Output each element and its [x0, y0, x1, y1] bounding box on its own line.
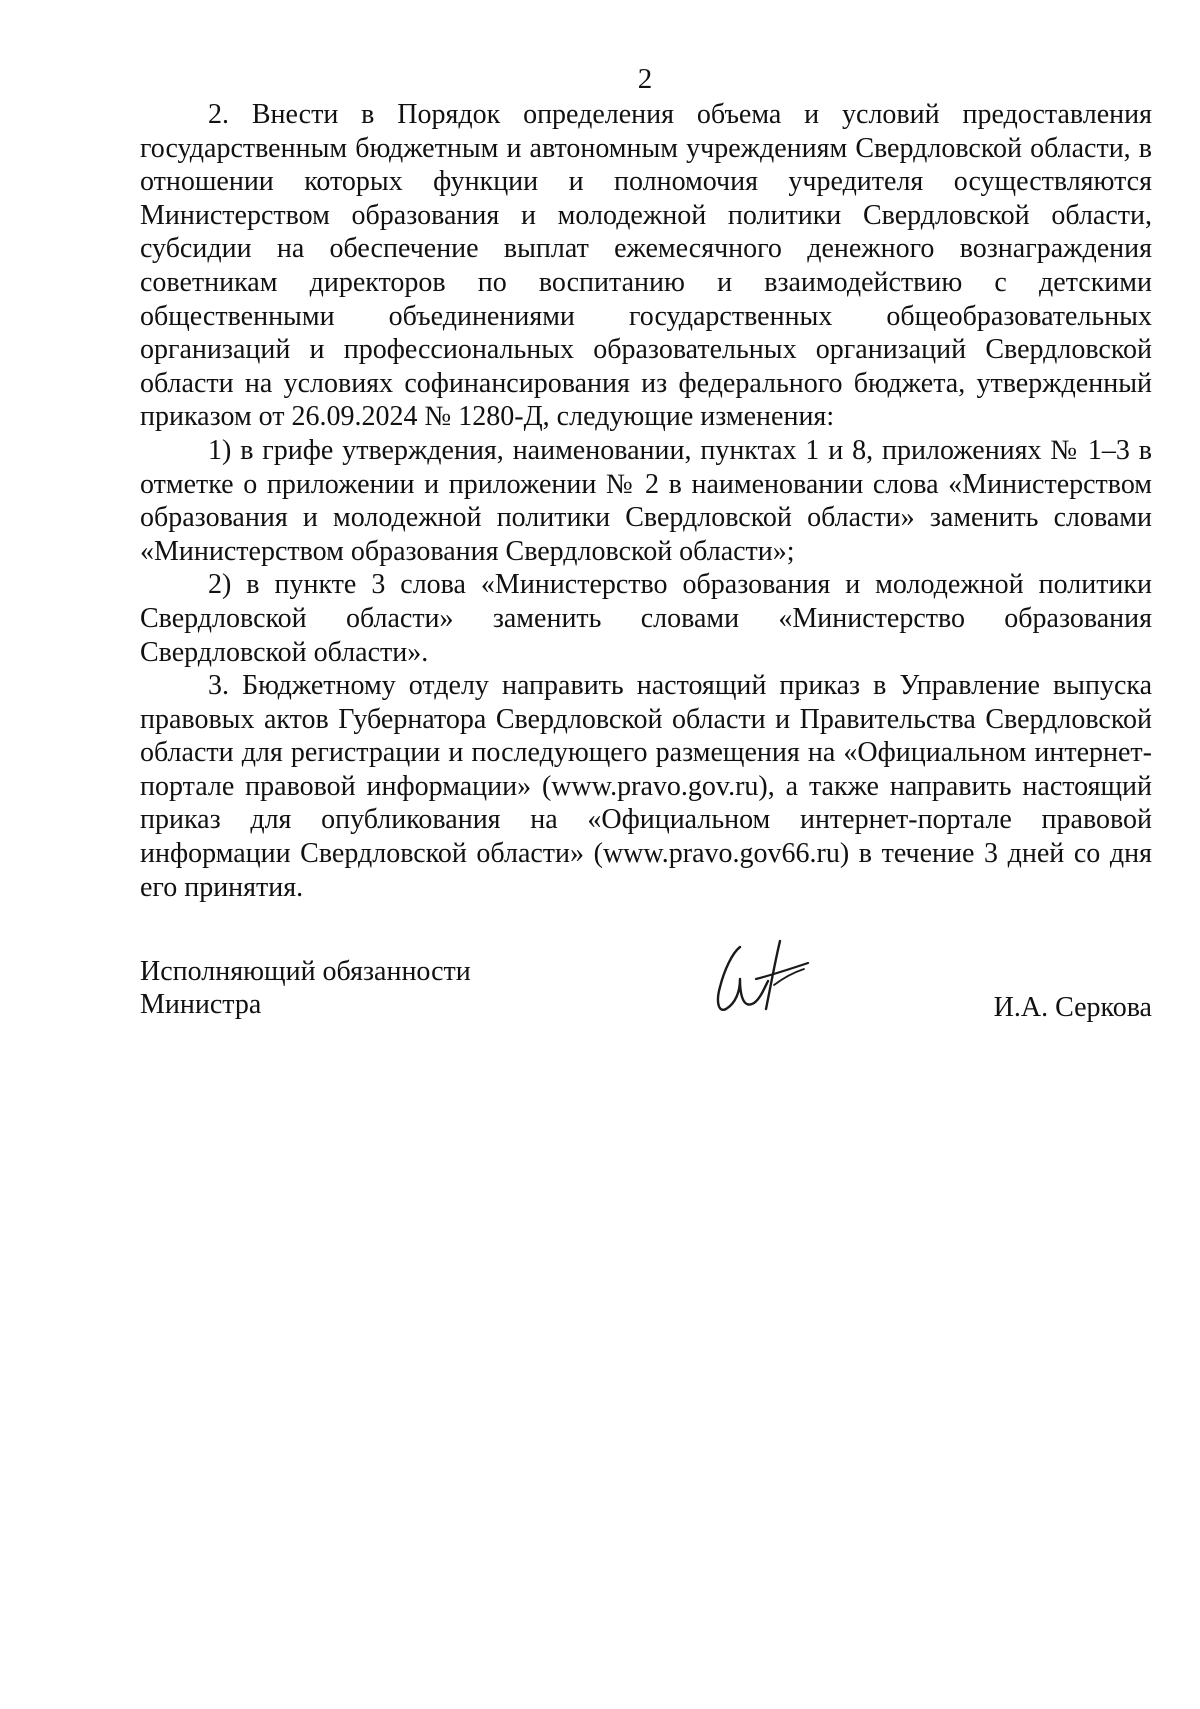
signer-position-line-2: Министра: [140, 989, 262, 1020]
paragraph-item-3: 3. Бюджетному отделу направить настоящий приказ в Управление выпуска правовых актов Губернатора Свердловской области и Правительства Свердловской области для регистрации и последующего размещения на «Официальном интернет-портале правовой информации» (www.pravo.gov.ru), а также направить настоящий приказ для опубликования на «Официальном интернет-портале правовой информации Свердловской области» (www.pravo.gov66.ru) в течение 3 дней со дня его принятия.: [140, 670, 1152, 903]
signer-name: И.А. Серкова: [993, 992, 1152, 1023]
paragraph-subitem-2: 2) в пункте 3 слова «Министерство образования и молодежной политики Свердловской области» заменить словами «Министерство образования Свердловской области».: [140, 569, 1152, 668]
paragraph-subitem-1: 1) в грифе утверждения, наименовании, пунктах 1 и 8, приложениях № 1–3 в отметке о приложении и приложении № 2 в наименовании слова «Министерством образования и молодежной политики Свердловской области» заменить словами «Министерством образования Свердловской области»;: [140, 434, 1152, 567]
signer-position-line-1: Исполняющий обязанности: [140, 956, 471, 987]
order-body: [140, 98, 1152, 904]
signer-position: [140, 955, 471, 1021]
handwritten-signature-icon: [710, 939, 820, 1023]
signature-block: [140, 955, 1152, 1035]
page-number: 2: [637, 63, 653, 95]
paragraph-item-2: 2. Внести в Порядок определения объема и условий предоставления государственным бюджетным и автономным учреждениям Свердловской области, в отношении которых функции и полномочия учредителя осуществляются Министерством образования и молодежной политики Свердловской области, субсидии на обеспечение выплат ежемесячного денежного вознаграждения советникам директоров по воспитанию и взаимодействию с детскими общественными объединениями государственных общеобразовательных организаций и профессиональных образовательных организаций Свердловской области на условиях софинансирования из федерального бюджета, утвержденный приказом от 26.09.2024 № 1280-Д, следующие изменения:: [140, 99, 1152, 433]
